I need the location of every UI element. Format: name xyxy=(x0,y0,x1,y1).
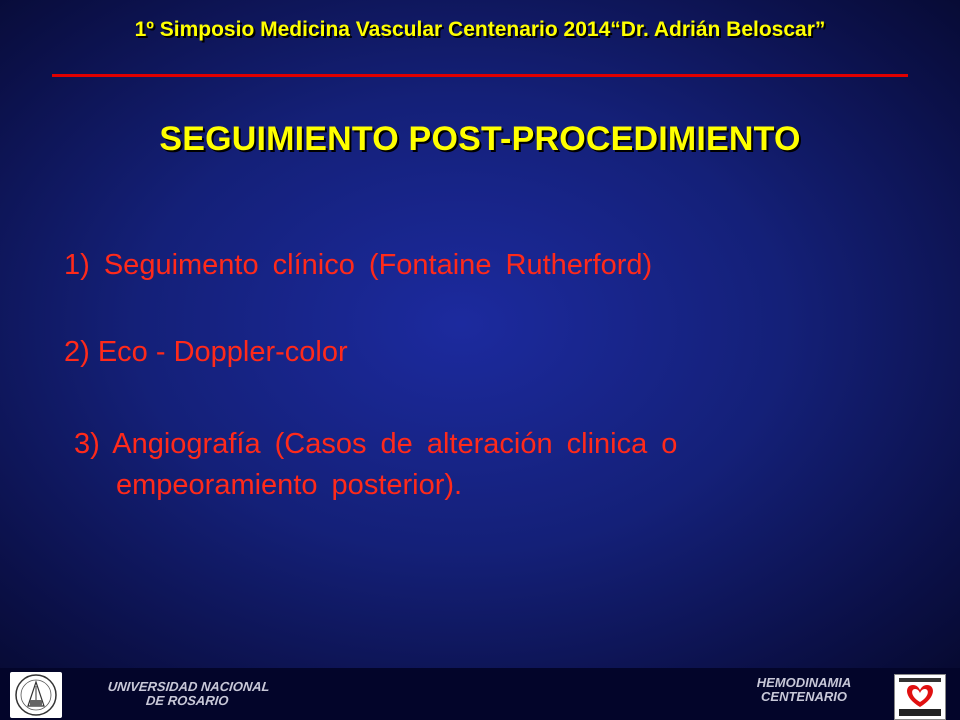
list-item-1: 1) Seguimento clínico (Fontaine Rutherford) xyxy=(64,249,653,281)
header-title: 1º Simposio Medicina Vascular Centenario 2014“Dr. Adrián Beloscar” xyxy=(134,18,826,41)
list-item-3-line1: 3) Angiografía (Casos de alteración clinica o xyxy=(74,428,678,460)
university-line2: DE ROSARIO xyxy=(145,693,230,708)
list-item-3-line2: empeoramiento posterior). xyxy=(116,469,463,501)
university-label xyxy=(87,680,290,708)
slide-title: SEGUIMIENTO POST-PROCEDIMIENTO xyxy=(159,120,801,158)
list-item-2: 2) Eco - Doppler-color xyxy=(64,336,348,368)
hemodinamia-heart-logo xyxy=(894,674,946,720)
list-item-3 xyxy=(74,424,834,506)
university-seal-icon xyxy=(10,672,62,718)
header-divider xyxy=(52,74,908,77)
hemodinamia-line1: HEMODINAMIA xyxy=(756,675,852,690)
hemodinamia-label xyxy=(742,676,866,704)
university-line1: UNIVERSIDAD NACIONAL xyxy=(107,679,271,694)
hemodinamia-line2: CENTENARIO xyxy=(761,689,847,704)
